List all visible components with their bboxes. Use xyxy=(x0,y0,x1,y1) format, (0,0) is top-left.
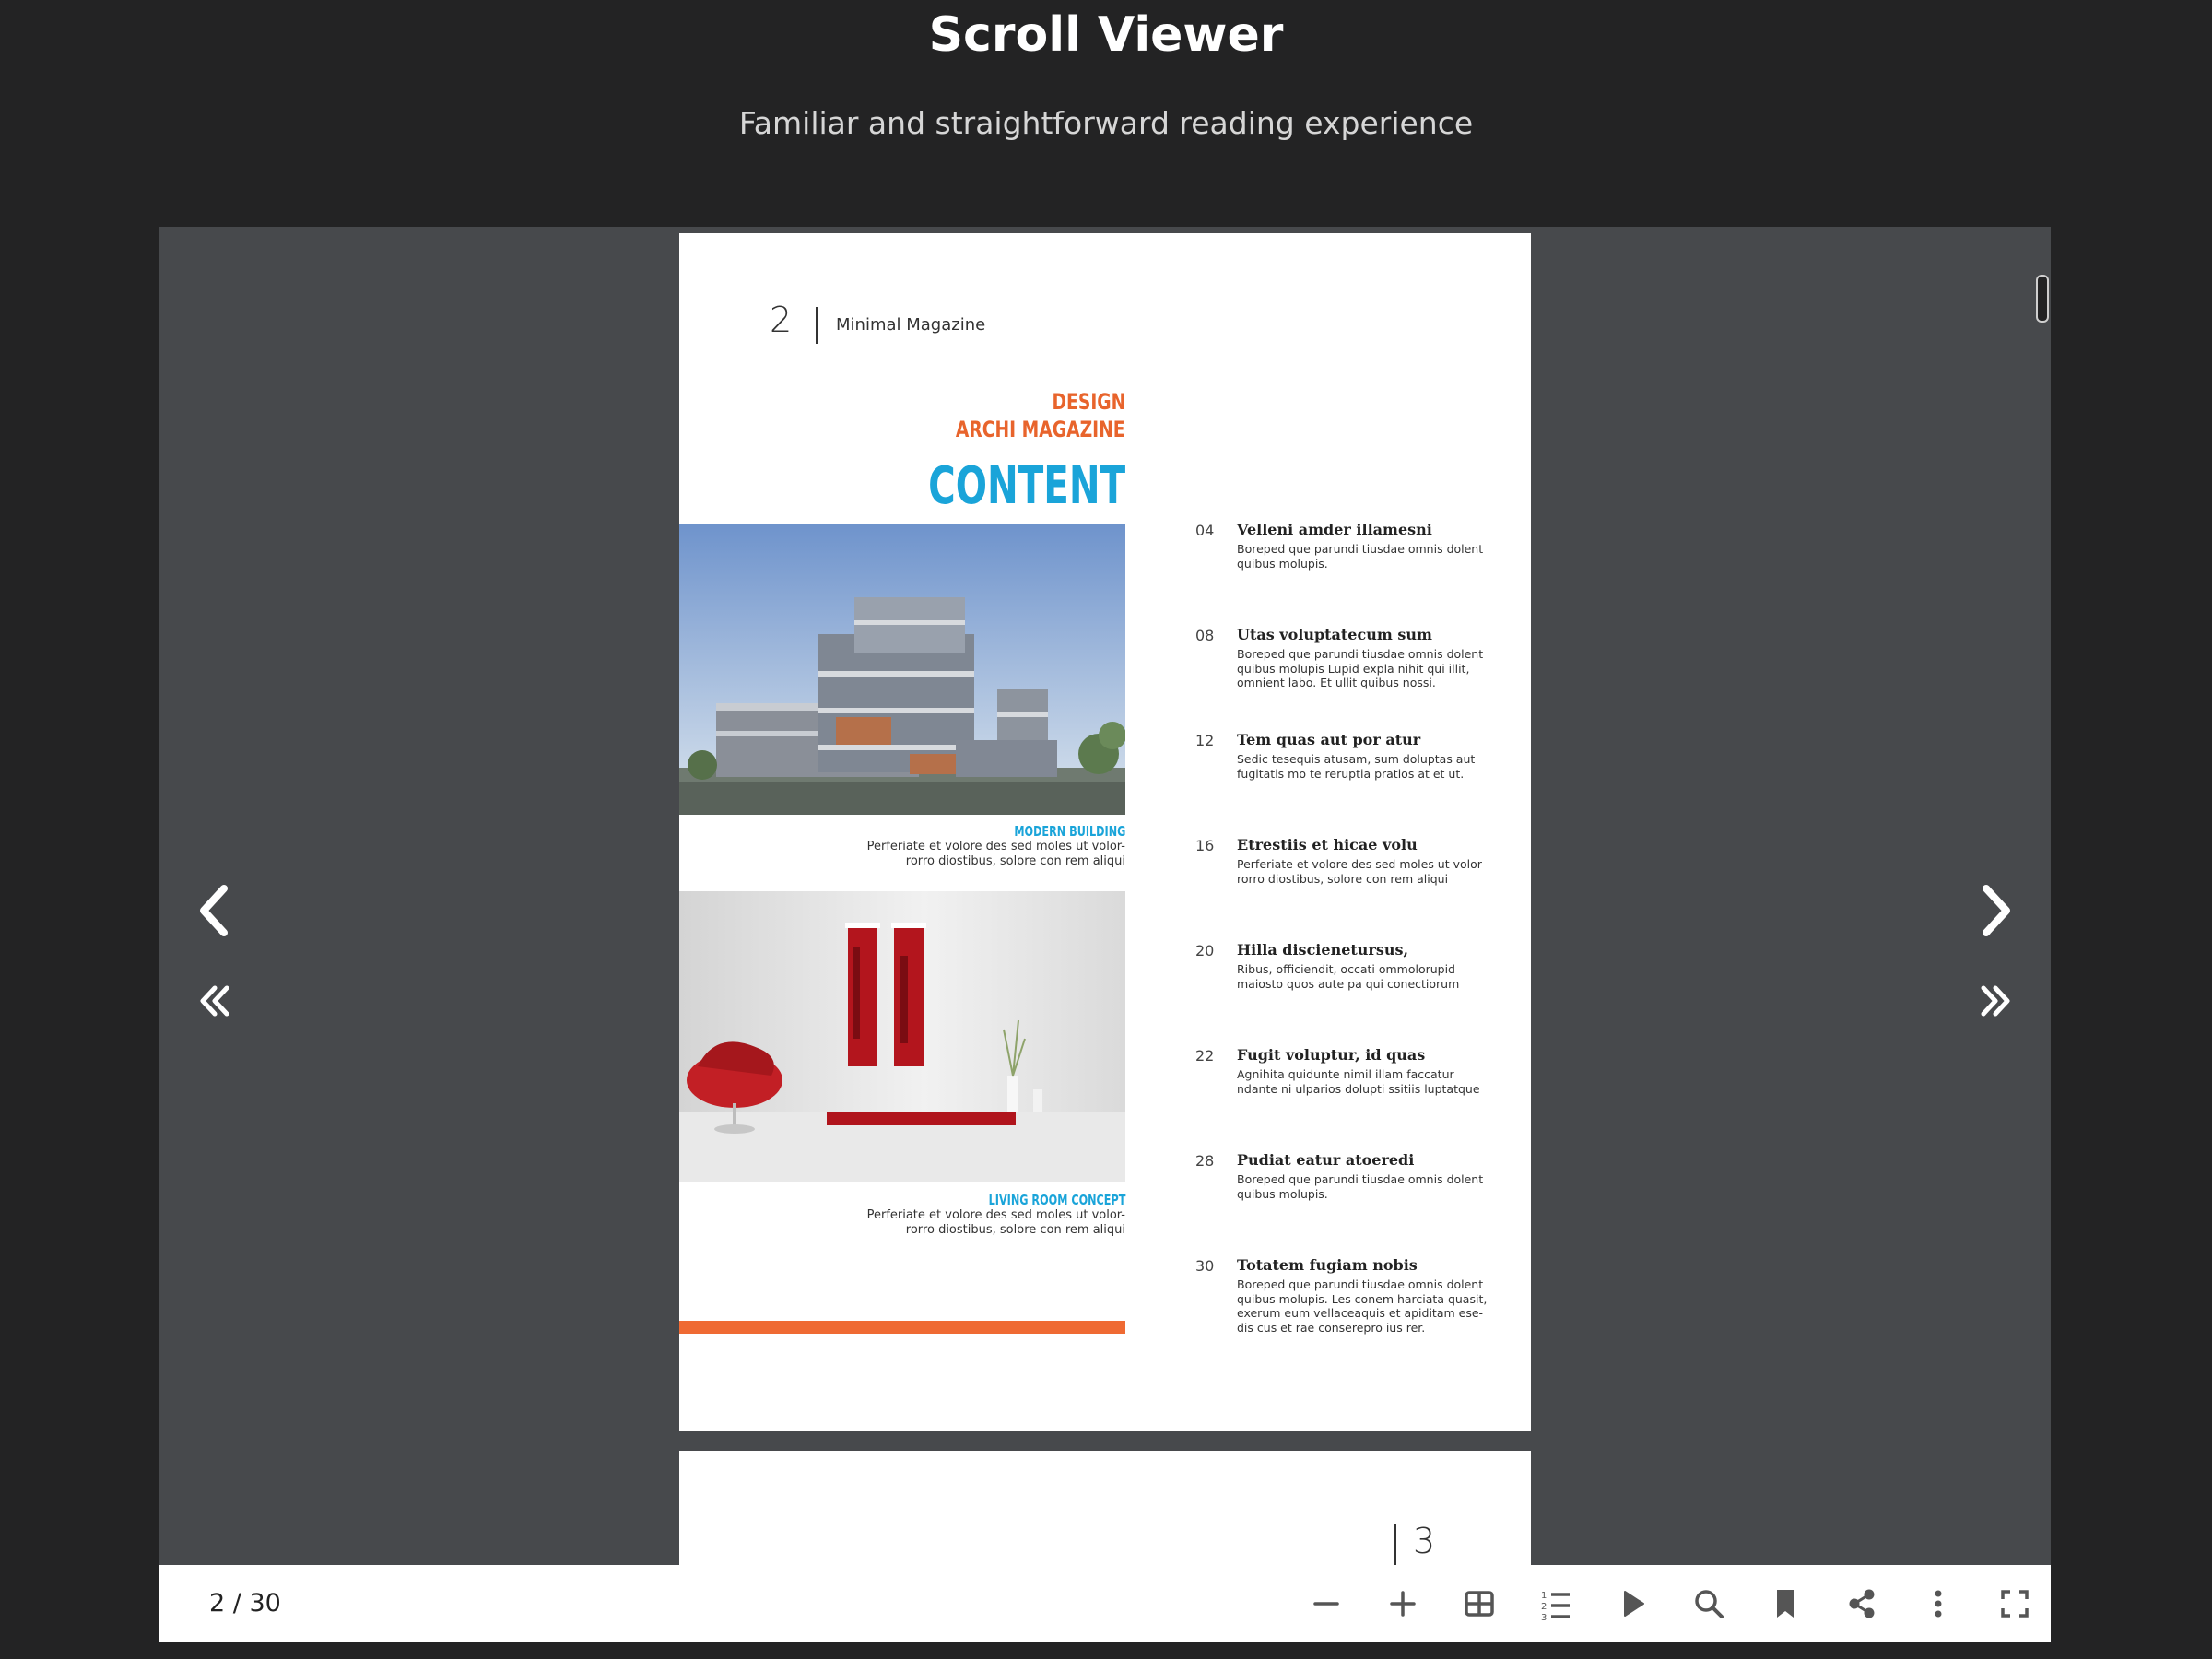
toc-title: Hilla discienetursus, xyxy=(1237,941,1409,959)
page-number: 3 xyxy=(1413,1521,1436,1561)
viewer-toolbar xyxy=(159,1565,2051,1642)
table-of-contents-icon xyxy=(1536,1584,1575,1623)
share-button[interactable] xyxy=(1842,1584,1881,1623)
scrollbar-thumb[interactable] xyxy=(2036,275,2049,323)
toc-title: Utas voluptatecum sum xyxy=(1237,626,1432,643)
page-subtitle: Familiar and straightforward reading experience xyxy=(738,105,1474,141)
orange-footer-bar xyxy=(679,1321,1125,1334)
caption-modern-building-text: Perferiate et volore des sed moles ut volor-rorro diostibus, solore con rem aliqui xyxy=(866,840,1125,868)
svg-text:1: 1 xyxy=(1541,1591,1547,1601)
toc-page-number: 16 xyxy=(1195,837,1215,854)
zoom-in-icon xyxy=(1383,1584,1422,1623)
toc-title: Velleni amder illamesni xyxy=(1237,521,1432,538)
kicker-archi-magazine: ARCHI MAGAZINE xyxy=(956,417,1125,442)
toc-page-number: 20 xyxy=(1195,942,1215,959)
thumbnails-button[interactable] xyxy=(1460,1584,1499,1623)
toc-title: Tem quas aut por atur xyxy=(1237,731,1421,748)
page-number-divider xyxy=(816,307,818,344)
svg-text:2: 2 xyxy=(1541,1602,1547,1612)
first-page-button[interactable] xyxy=(196,982,233,1019)
chevron-right-icon xyxy=(1975,883,2018,938)
photo-modern-building xyxy=(679,524,1125,815)
photo-living-room xyxy=(679,891,1125,1182)
table-of-contents-button[interactable] xyxy=(1536,1584,1575,1623)
toc-page-number: 08 xyxy=(1195,627,1215,644)
caption-modern-building-title: MODERN BUILDING xyxy=(1013,823,1125,840)
toc-description: Boreped que parundi tiusdae omnis dolent quibus molupis. xyxy=(1237,542,1484,571)
more-options-button[interactable] xyxy=(1919,1584,1958,1623)
previous-page-button[interactable] xyxy=(193,883,235,938)
toc-description: Boreped que parundi tiusdae omnis dolent quibus molupis. Les conem harciata quasit, exerum eum vellaceaquis et apiditam ese-dis cus et rae conserepro ius rer. xyxy=(1237,1277,1488,1335)
caption-living-room-title: LIVING ROOM CONCEPT xyxy=(988,1192,1125,1208)
bookmark-icon xyxy=(1766,1584,1805,1623)
kicker-design: DESIGN xyxy=(1052,389,1125,415)
toc-title: Totatem fugiam nobis xyxy=(1237,1256,1418,1274)
bookmark-button[interactable] xyxy=(1766,1584,1805,1623)
next-page-button[interactable] xyxy=(1975,883,2018,938)
fullscreen-icon xyxy=(1995,1584,2034,1623)
toc-description: Sedic tesequis atusam, sum doluptas aut fugitatis mo te reruptia pratios at et ut. xyxy=(1237,752,1476,781)
fullscreen-button[interactable] xyxy=(1995,1584,2034,1623)
caption-living-room-text: Perferiate et volore des sed moles ut volor-rorro diostibus, solore con rem aliqui xyxy=(866,1208,1125,1237)
double-chevron-left-icon xyxy=(196,982,233,1019)
svg-text:3: 3 xyxy=(1541,1613,1547,1623)
magazine-name: Minimal Magazine xyxy=(836,315,986,335)
search-icon xyxy=(1689,1584,1728,1623)
page-number: 2 xyxy=(770,300,793,340)
page-indicator: 2 / 30 xyxy=(209,1589,281,1618)
toc-page-number: 12 xyxy=(1195,732,1215,749)
zoom-out-icon xyxy=(1307,1584,1346,1623)
zoom-in-button[interactable] xyxy=(1383,1584,1422,1623)
thumbnails-icon xyxy=(1460,1584,1499,1623)
toc-title: Pudiat eatur atoeredi xyxy=(1237,1151,1415,1169)
document-page-2 xyxy=(679,233,1531,1431)
page-number-divider xyxy=(1394,1524,1396,1565)
document-page-3 xyxy=(679,1451,1531,1565)
last-page-button[interactable] xyxy=(1977,982,2014,1019)
toc-description: Ribus, officiendit, occati ommolorupid maiosto quos aute pa qui conectiorum xyxy=(1237,962,1460,991)
play-icon xyxy=(1613,1584,1652,1623)
toc-description: Boreped que parundi tiusdae omnis dolent quibus molupis Lupid expla nihit qui illit, omnient labo. Et ullit quibus nossi. xyxy=(1237,647,1484,689)
chevron-left-icon xyxy=(193,883,235,938)
double-chevron-right-icon xyxy=(1977,982,2014,1019)
scroll-viewer[interactable] xyxy=(159,227,2051,1642)
toc-page-number: 22 xyxy=(1195,1047,1215,1065)
toc-description: Boreped que parundi tiusdae omnis dolent quibus molupis. xyxy=(1237,1172,1484,1201)
page-title: Scroll Viewer xyxy=(928,7,1284,63)
viewer-viewport[interactable] xyxy=(159,227,2051,1565)
more-icon xyxy=(1919,1584,1958,1623)
play-button[interactable] xyxy=(1613,1584,1652,1623)
toc-page-number: 30 xyxy=(1195,1257,1215,1275)
toc-description: Perferiate et volore des sed moles ut volor-rorro diostibus, solore con rem aliqui xyxy=(1237,857,1486,886)
toc-page-number: 28 xyxy=(1195,1152,1215,1170)
toc-description: Agnihita quidunte nimil illam faccatur ndante ni ulparios dolupti ssitiis luptatque xyxy=(1237,1067,1480,1096)
search-button[interactable] xyxy=(1689,1584,1728,1623)
toc-title: Fugit voluptur, id quas xyxy=(1237,1046,1426,1064)
content-heading: CONTENT xyxy=(928,456,1125,516)
toc-page-number: 04 xyxy=(1195,522,1215,539)
toc-title: Etrestiis et hicae volu xyxy=(1237,836,1418,853)
share-icon xyxy=(1842,1584,1881,1623)
zoom-out-button[interactable] xyxy=(1307,1584,1346,1623)
